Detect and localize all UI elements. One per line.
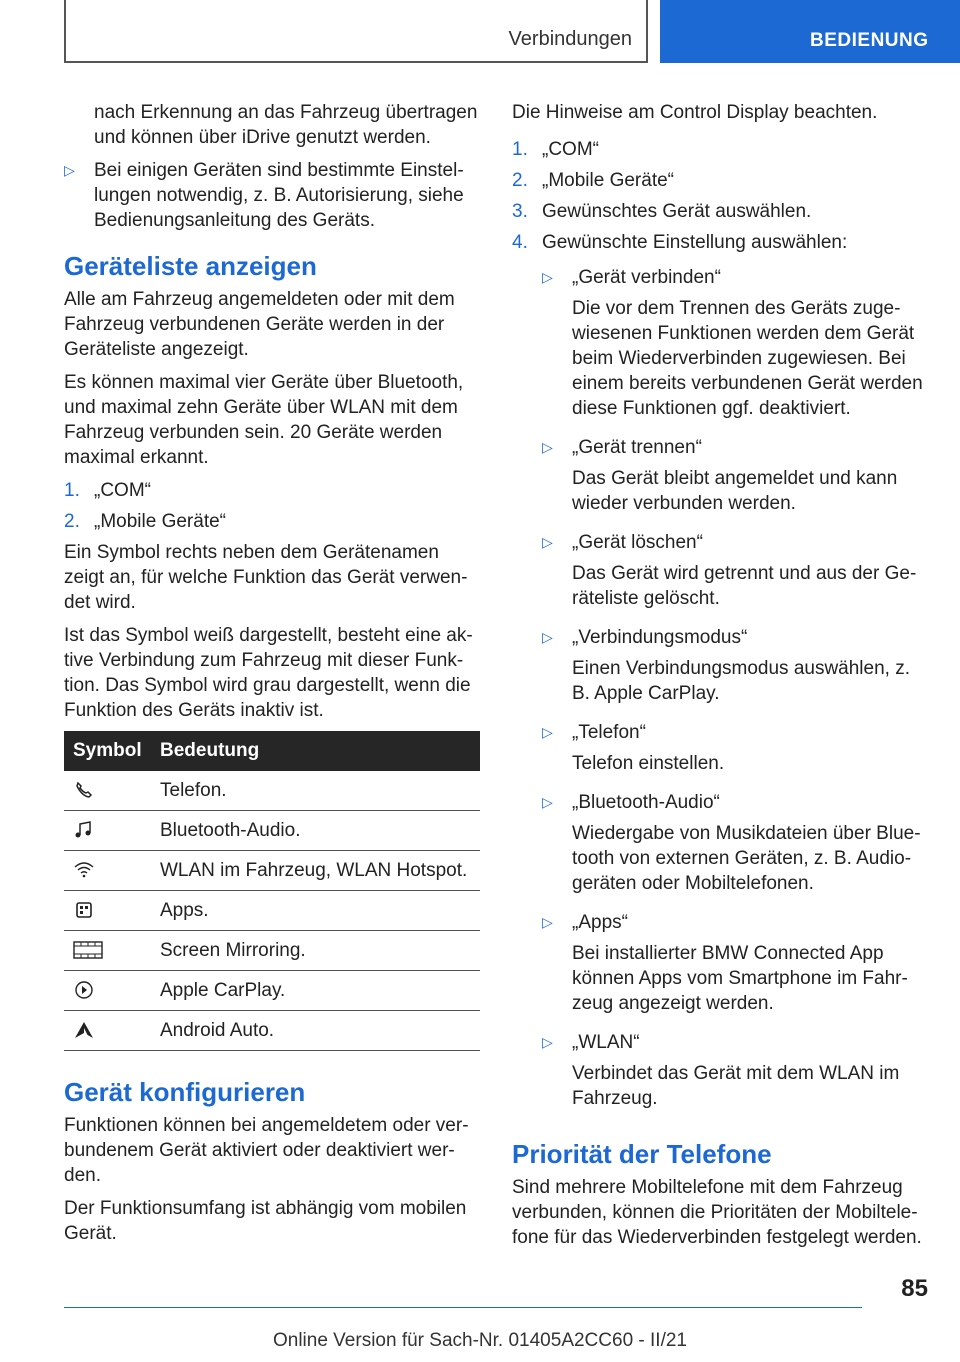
table-row bbox=[64, 851, 480, 891]
step-text: „Mobile Geräte“ bbox=[542, 170, 674, 191]
step-number: 3. bbox=[512, 201, 528, 222]
table-cell-meaning: Apps. bbox=[151, 891, 480, 931]
table-header-row bbox=[64, 731, 480, 771]
step-number: 1. bbox=[512, 139, 528, 160]
carplay-icon bbox=[73, 980, 95, 1000]
step-text: „COM“ bbox=[542, 139, 599, 160]
paragraph: Sind mehrere Mobiltelefone mit dem Fahrzeug verbunden, können die Prioritäten der Mobiltelefone für das Wiederverbinden festgelegt werden. bbox=[512, 1177, 922, 1248]
triangle-bullet-icon: ▷ bbox=[542, 534, 553, 550]
triangle-bullet-icon: ▷ bbox=[542, 629, 553, 645]
left-column bbox=[64, 100, 480, 1254]
paragraph: Es können maximal vier Geräte über Bluetooth, und maximal zehn Geräte über WLAN mit dem Fahrzeug verbunden sein. 20 Geräte werden maximal erkannt. bbox=[64, 372, 464, 468]
heading-prioritaet: Priorität der Telefone bbox=[512, 1139, 772, 1169]
option-title: „Gerät verbinden“ bbox=[572, 267, 721, 288]
table-cell-meaning: Android Auto. bbox=[151, 1011, 480, 1051]
paragraph: Die Hinweise am Control Display beachten. bbox=[512, 102, 878, 123]
table-row bbox=[64, 771, 480, 811]
option-item bbox=[542, 625, 930, 712]
table-cell-meaning: WLAN im Fahrzeug, WLAN Hotspot. bbox=[151, 851, 480, 891]
step-number: 2. bbox=[512, 170, 528, 191]
footer-divider bbox=[64, 1307, 862, 1308]
option-item bbox=[542, 720, 930, 782]
step-number: 2. bbox=[64, 511, 80, 532]
paragraph: Ist das Symbol weiß dargestellt, besteht eine aktive Verbindung zum Fahrzeug mit dieser Funktion. Das Symbol wird grau dargestellt, wenn die Funktion des Geräts inaktiv ist. bbox=[64, 625, 473, 721]
list-item bbox=[512, 137, 930, 162]
paragraph: Der Funktionsumfang ist abhängig vom mobilen Gerät. bbox=[64, 1198, 467, 1244]
option-title: „Telefon“ bbox=[572, 722, 646, 743]
phone-icon bbox=[73, 780, 95, 800]
table-row bbox=[64, 931, 480, 971]
wifi-icon bbox=[73, 860, 95, 880]
option-desc: Bei installierter BMW Connected App können Apps vom Smartphone im Fahrzeug angezeigt werden. bbox=[572, 943, 908, 1014]
option-item bbox=[542, 265, 930, 427]
step-text: Gewünschtes Gerät auswählen. bbox=[542, 201, 812, 222]
music-note-icon bbox=[73, 820, 95, 840]
option-title: „Gerät trennen“ bbox=[572, 437, 702, 458]
list-item bbox=[64, 478, 480, 503]
screen-mirroring-icon bbox=[73, 940, 103, 960]
header-chapter-title: BEDIENUNG bbox=[810, 30, 929, 51]
paragraph: Ein Symbol rechts neben dem Gerätenamen zeigt an, für welche Funktion das Gerät verwendet wird. bbox=[64, 542, 468, 613]
table-row bbox=[64, 971, 480, 1011]
option-item bbox=[542, 790, 930, 902]
symbol-table bbox=[64, 731, 480, 1051]
option-title: „WLAN“ bbox=[572, 1032, 640, 1053]
footer-text: Online Version für Sach-Nr. 01405A2CC60 - II/21 bbox=[272, 1330, 687, 1351]
step-text: „Mobile Geräte“ bbox=[94, 511, 226, 532]
triangle-bullet-icon: ▷ bbox=[64, 162, 75, 178]
step-number: 1. bbox=[64, 480, 80, 501]
step-text: „COM“ bbox=[94, 480, 151, 501]
header-section-title: Verbindungen bbox=[508, 28, 632, 50]
option-item bbox=[542, 1030, 930, 1117]
triangle-bullet-icon: ▷ bbox=[542, 724, 553, 740]
option-desc: Einen Verbindungsmodus auswählen, z. B. Apple CarPlay. bbox=[572, 658, 911, 704]
page-number: 85 bbox=[901, 1275, 928, 1302]
step-text: Gewünschte Einstellung auswählen: bbox=[542, 232, 848, 253]
triangle-bullet-icon: ▷ bbox=[542, 1034, 553, 1050]
list-item bbox=[64, 509, 480, 534]
table-header-symbol: Symbol bbox=[64, 731, 151, 771]
table-cell-meaning: Bluetooth-Audio. bbox=[151, 811, 480, 851]
triangle-bullet-icon: ▷ bbox=[542, 439, 553, 455]
option-title: „Bluetooth-Audio“ bbox=[572, 792, 720, 813]
paragraph: Alle am Fahrzeug angemeldeten oder mit dem Fahrzeug verbundenen Geräte werden in der Geräteliste angezeigt. bbox=[64, 289, 455, 360]
triangle-bullet-icon: ▷ bbox=[542, 794, 553, 810]
table-cell-meaning: Apple CarPlay. bbox=[151, 971, 480, 1011]
option-title: „Verbindungsmodus“ bbox=[572, 627, 748, 648]
table-row bbox=[64, 891, 480, 931]
list-item bbox=[512, 199, 930, 224]
option-desc: Wiedergabe von Musikdateien über Bluetooth von externen Geräten, z. B. Audiogeräten oder Mobiltelefonen. bbox=[572, 823, 921, 894]
apps-icon bbox=[73, 900, 95, 920]
option-desc: Das Gerät wird getrennt und aus der Geräteliste gelöscht. bbox=[572, 563, 917, 609]
table-cell-meaning: Screen Mirroring. bbox=[151, 931, 480, 971]
option-desc: Das Gerät bleibt angemeldet und kann wieder verbunden werden. bbox=[572, 468, 898, 514]
header-section-box bbox=[64, 0, 648, 63]
option-desc: Telefon einstellen. bbox=[572, 753, 725, 774]
heading-konfigurieren: Gerät konfigurieren bbox=[64, 1077, 306, 1107]
option-desc: Die vor dem Trennen des Geräts zugewiesenen Funktionen werden dem Gerät beim Wiederverbinden zugewiesen. Bei einem bereits verbundenen Gerät werden diese Funktionen ggf. deaktiviert. bbox=[572, 298, 923, 419]
option-item bbox=[542, 910, 930, 1022]
option-title: „Apps“ bbox=[572, 912, 628, 933]
paragraph: Funktionen können bei angemeldetem oder verbundenem Gerät aktiviert oder deaktiviert werden. bbox=[64, 1115, 469, 1186]
right-column bbox=[512, 100, 930, 1258]
step-number: 4. bbox=[512, 232, 528, 253]
android-auto-icon bbox=[73, 1020, 95, 1040]
option-item bbox=[542, 530, 930, 617]
header-chapter-tab bbox=[660, 0, 960, 63]
table-row bbox=[64, 1011, 480, 1051]
triangle-bullet-icon: ▷ bbox=[542, 914, 553, 930]
option-desc: Verbindet das Gerät mit dem WLAN im Fahrzeug. bbox=[572, 1063, 900, 1109]
list-item bbox=[512, 230, 930, 255]
bullet-item bbox=[64, 158, 480, 233]
intro-continued: nach Erkennung an das Fahrzeug übertragen und können über iDrive genutzt werden. bbox=[94, 102, 478, 148]
bullet-text: Bei einigen Geräten sind bestimmte Einstellungen notwendig, z. B. Autorisierung, siehe Bedienungsanleitung des Geräts. bbox=[94, 160, 464, 231]
table-cell-meaning: Telefon. bbox=[151, 771, 480, 811]
list-item bbox=[512, 168, 930, 193]
table-header-meaning: Bedeutung bbox=[151, 731, 480, 771]
heading-geraeteliste: Geräteliste anzeigen bbox=[64, 251, 317, 281]
table-row bbox=[64, 811, 480, 851]
option-item bbox=[542, 435, 930, 522]
option-title: „Gerät löschen“ bbox=[572, 532, 703, 553]
triangle-bullet-icon: ▷ bbox=[542, 269, 553, 285]
